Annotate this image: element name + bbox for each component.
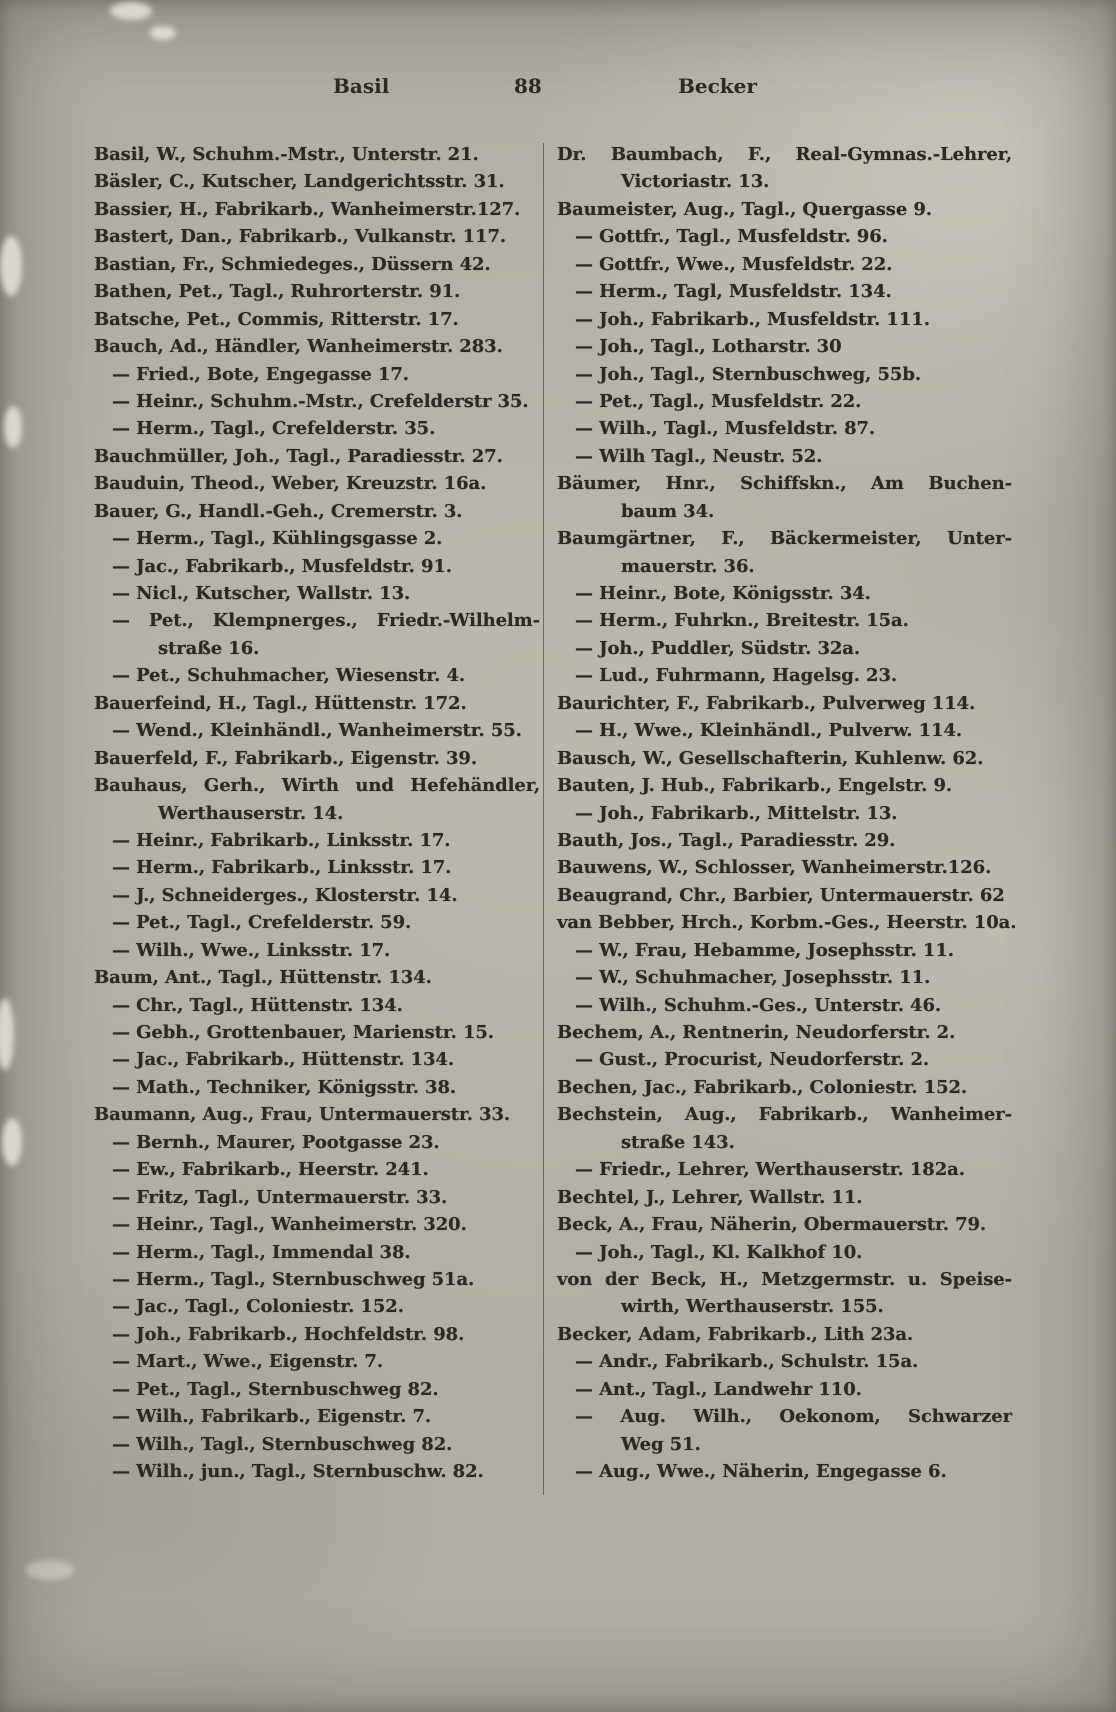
directory-entry-line: Bausch, W., Gesellschafterin, Kuhlenw. 62. bbox=[557, 747, 984, 769]
directory-entry-line: — Gebh., Grottenbauer, Marienstr. 15. bbox=[112, 1022, 494, 1043]
directory-entry-line: — Aug., Wwe., Näherin, Engegasse 6. bbox=[575, 1461, 947, 1482]
directory-entry-line: Baurichter, F., Fabrikarb., Pulverweg 114. bbox=[557, 692, 976, 714]
directory-entry-line: — Wilh., Fabrikarb., Eigenstr. 7. bbox=[112, 1406, 432, 1428]
directory-entry-line: Bauduin, Theod., Weber, Kreuzstr. 16a. bbox=[94, 473, 487, 495]
directory-entry-line: wirth, Werthauserstr. 155. bbox=[621, 1296, 884, 1318]
directory-entry-line: — Wend., Kleinhändl., Wanheimerstr. 55. bbox=[112, 720, 522, 742]
directory-entry-line: Bauchmüller, Joh., Tagl., Paradiesstr. 27. bbox=[94, 445, 503, 467]
directory-entry-line: — Joh., Tagl., Kl. Kalkhof 10. bbox=[575, 1241, 863, 1263]
directory-entry-line: Bauten, J. Hub., Fabrikarb., Engelstr. 9. bbox=[557, 775, 953, 797]
directory-entry-line: Bäumer, Hnr., Schiffskn., Am Buchen- bbox=[557, 473, 1012, 495]
paper-stain bbox=[2, 1118, 22, 1166]
directory-entry-line: straße 16. bbox=[158, 637, 260, 659]
header-keyword-left: Basil bbox=[333, 74, 390, 98]
directory-entry-line: Bastert, Dan., Fabrikarb., Vulkanstr. 117. bbox=[94, 226, 507, 248]
paper-stain bbox=[4, 406, 22, 448]
directory-entry-line: — Wilh., Tagl., Musfeldstr. 87. bbox=[575, 418, 876, 440]
directory-entry-line: — Nicl., Kutscher, Wallstr. 13. bbox=[112, 583, 411, 604]
directory-entry-line: Baumann, Aug., Frau, Untermauerstr. 33. bbox=[94, 1104, 511, 1126]
directory-entry-line: — Joh., Fabrikarb., Musfeldstr. 111. bbox=[575, 308, 930, 330]
directory-entry-line: von der Beck, H., Metzgermstr. u. Speise- bbox=[557, 1268, 1012, 1290]
directory-entry-line: — Fritz, Tagl., Untermauerstr. 33. bbox=[112, 1186, 448, 1208]
paper-stain bbox=[110, 2, 152, 20]
page-number: 88 bbox=[514, 74, 542, 98]
directory-entry-line: mauerstr. 36. bbox=[621, 555, 755, 577]
directory-entry-line: — Jac., Tagl., Coloniestr. 152. bbox=[112, 1296, 404, 1318]
directory-entry-line: — Aug. Wilh., Oekonom, Schwarzer bbox=[575, 1406, 1012, 1428]
directory-entry-line: Werthauserstr. 14. bbox=[158, 802, 344, 824]
directory-entry-line: Bechen, Jac., Fabrikarb., Coloniestr. 152. bbox=[557, 1076, 968, 1098]
directory-entry-line: — J., Schneiderges., Klosterstr. 14. bbox=[112, 884, 458, 906]
right-column bbox=[557, 141, 1017, 1485]
directory-entry-line: Baum, Ant., Tagl., Hüttenstr. 134. bbox=[94, 967, 432, 989]
directory-entry-line: — Pet., Tagl., Musfeldstr. 22. bbox=[575, 390, 862, 412]
directory-entry-line: — Ew., Fabrikarb., Heerstr. 241. bbox=[112, 1159, 429, 1181]
directory-entry-line: — Heinr., Tagl., Wanheimerstr. 320. bbox=[112, 1214, 467, 1236]
directory-entry-line: Baumgärtner, F., Bäckermeister, Unter- bbox=[557, 528, 1012, 550]
directory-entry-line: — Wilh., Wwe., Linksstr. 17. bbox=[112, 939, 391, 961]
directory-entry-line: Bechstein, Aug., Fabrikarb., Wanheimer- bbox=[557, 1104, 1012, 1126]
directory-entry-line: Bauth, Jos., Tagl., Paradiesstr. 29. bbox=[557, 829, 896, 851]
directory-entry-line: — Heinr., Bote, Königsstr. 34. bbox=[575, 583, 871, 604]
directory-entry-line: — Jac., Fabrikarb., Hüttenstr. 134. bbox=[112, 1049, 454, 1071]
directory-entry-line: straße 143. bbox=[621, 1131, 735, 1153]
directory-entry-line: — Herm., Fuhrkn., Breitestr. 15a. bbox=[575, 610, 909, 632]
directory-entry-line: Bauerfeind, H., Tagl., Hüttenstr. 172. bbox=[94, 692, 467, 714]
directory-entry-line: — Herm., Tagl, Musfeldstr. 134. bbox=[575, 281, 892, 303]
directory-entry-line: — Joh., Fabrikarb., Hochfeldstr. 98. bbox=[112, 1323, 465, 1345]
directory-entry-line: — Gust., Procurist, Neudorferstr. 2. bbox=[575, 1049, 930, 1071]
paper-stain bbox=[0, 998, 14, 1070]
directory-entry-line: — Bernh., Maurer, Pootgasse 23. bbox=[112, 1131, 440, 1153]
directory-entry-line: — H., Wwe., Kleinhändl., Pulverw. 114. bbox=[575, 720, 963, 742]
directory-entry-line: — Gottfr., Tagl., Musfeldstr. 96. bbox=[575, 226, 888, 248]
paper-stain bbox=[26, 1560, 74, 1580]
directory-entry-line: — Lud., Fuhrmann, Hagelsg. 23. bbox=[575, 665, 898, 687]
directory-entry-line: — Herm., Tagl., Immendal 38. bbox=[112, 1241, 411, 1263]
paper-stain bbox=[0, 236, 22, 296]
directory-entry-line: Bechem, A., Rentnerin, Neudorferstr. 2. bbox=[557, 1022, 956, 1043]
directory-entry-line: — Joh., Fabrikarb., Mittelstr. 13. bbox=[575, 802, 898, 824]
directory-entry-line: van Bebber, Hrch., Korbm.-Ges., Heerstr. 10a. bbox=[557, 912, 1017, 934]
directory-entry-line: Victoriastr. 13. bbox=[621, 171, 770, 193]
directory-entry-line: — Pet., Tagl., Sternbuschweg 82. bbox=[112, 1378, 439, 1400]
directory-entry-line: — Jac., Fabrikarb., Musfeldstr. 91. bbox=[112, 555, 452, 577]
directory-entry-line: Bassier, H., Fabrikarb., Wanheimerstr.127. bbox=[94, 198, 521, 220]
directory-entry-line: — Wilh., Schuhm.-Ges., Unterstr. 46. bbox=[575, 994, 942, 1016]
running-header bbox=[0, 74, 1116, 104]
directory-entry-line: — Fried., Bote, Engegasse 17. bbox=[112, 363, 409, 385]
directory-entry-line: — Friedr., Lehrer, Werthauserstr. 182a. bbox=[575, 1159, 965, 1181]
directory-entry-line: Beck, A., Frau, Näherin, Obermauerstr. 79. bbox=[557, 1214, 987, 1236]
directory-entry-line: — Andr., Fabrikarb., Schulstr. 15a. bbox=[575, 1351, 919, 1373]
directory-entry-line: Batsche, Pet., Commis, Ritterstr. 17. bbox=[94, 308, 459, 330]
directory-entry-line: — W., Schuhmacher, Josephsstr. 11. bbox=[575, 967, 931, 989]
directory-entry-line: Bäsler, C., Kutscher, Landgerichtsstr. 31. bbox=[94, 171, 505, 193]
directory-entry-line: — Math., Techniker, Königsstr. 38. bbox=[112, 1076, 457, 1098]
directory-entry-line: — Herm., Fabrikarb., Linksstr. 17. bbox=[112, 857, 452, 879]
directory-entry-line: — Joh., Tagl., Lotharstr. 30 bbox=[575, 336, 842, 358]
directory-entry-line: Bathen, Pet., Tagl., Ruhrorterstr. 91. bbox=[94, 281, 461, 303]
directory-entry-line: — Wilh., jun., Tagl., Sternbuschw. 82. bbox=[112, 1461, 484, 1482]
directory-entry-line: Beaugrand, Chr., Barbier, Untermauerstr. 62 bbox=[557, 884, 1005, 906]
directory-entry-line: Basil, W., Schuhm.-Mstr., Unterstr. 21. bbox=[94, 144, 479, 165]
left-column bbox=[94, 141, 540, 1485]
paper-stain bbox=[150, 26, 176, 40]
directory-entry-line: Weg 51. bbox=[621, 1433, 701, 1455]
directory-entry-line: baum 34. bbox=[621, 500, 715, 522]
directory-entry-line: Bauhaus, Gerh., Wirth und Hefehändler, bbox=[94, 775, 540, 797]
header-keyword-right: Becker bbox=[678, 74, 757, 98]
directory-entry-line: — Herm., Tagl., Crefelderstr. 35. bbox=[112, 418, 436, 440]
directory-entry-line: — Pet., Schuhmacher, Wiesenstr. 4. bbox=[112, 665, 466, 687]
directory-entry-line: Bauwens, W., Schlosser, Wanheimerstr.126. bbox=[557, 857, 992, 879]
directory-entry-line: Bastian, Fr., Schmiedeges., Düssern 42. bbox=[94, 253, 491, 275]
directory-entry-line: — W., Frau, Hebamme, Josephsstr. 11. bbox=[575, 939, 954, 961]
directory-entry-line: Bechtel, J., Lehrer, Wallstr. 11. bbox=[557, 1186, 863, 1208]
directory-entry-line: — Gottfr., Wwe., Musfeldstr. 22. bbox=[575, 253, 893, 275]
directory-entry-line: — Wilh., Tagl., Sternbuschweg 82. bbox=[112, 1433, 453, 1455]
directory-entry-line: Becker, Adam, Fabrikarb., Lith 23a. bbox=[557, 1323, 914, 1345]
directory-entry-line: — Pet., Klempnerges., Friedr.-Wilhelm- bbox=[112, 610, 540, 632]
column-divider bbox=[543, 143, 544, 1495]
directory-entry-line: — Joh., Tagl., Sternbuschweg, 55b. bbox=[575, 363, 921, 385]
directory-entry-line: — Herm., Tagl., Kühlingsgasse 2. bbox=[112, 528, 443, 550]
directory-entry-line: Bauerfeld, F., Fabrikarb., Eigenstr. 39. bbox=[94, 747, 478, 769]
directory-entry-line: — Chr., Tagl., Hüttenstr. 134. bbox=[112, 994, 403, 1016]
directory-entry-line: — Heinr., Schuhm.-Mstr., Crefelderstr 35. bbox=[112, 390, 529, 412]
directory-entry-line: Baumeister, Aug., Tagl., Quergasse 9. bbox=[557, 198, 932, 220]
directory-entry-line: — Ant., Tagl., Landwehr 110. bbox=[575, 1378, 862, 1400]
directory-entry-line: Dr. Baumbach, F., Real-Gymnas.-Lehrer, bbox=[557, 144, 1012, 165]
directory-entry-line: — Wilh Tagl., Neustr. 52. bbox=[575, 445, 823, 467]
directory-entry-line: — Joh., Puddler, Südstr. 32a. bbox=[575, 637, 861, 659]
directory-entry-line: — Pet., Tagl., Crefelderstr. 59. bbox=[112, 912, 412, 934]
directory-entry-line: — Herm., Tagl., Sternbuschweg 51a. bbox=[112, 1268, 475, 1290]
directory-entry-line: Bauch, Ad., Händler, Wanheimerstr. 283. bbox=[94, 336, 503, 358]
directory-entry-line: — Mart., Wwe., Eigenstr. 7. bbox=[112, 1351, 384, 1373]
directory-entry-line: — Heinr., Fabrikarb., Linksstr. 17. bbox=[112, 829, 451, 851]
directory-entry-line: Bauer, G., Handl.-Geh., Cremerstr. 3. bbox=[94, 500, 463, 522]
